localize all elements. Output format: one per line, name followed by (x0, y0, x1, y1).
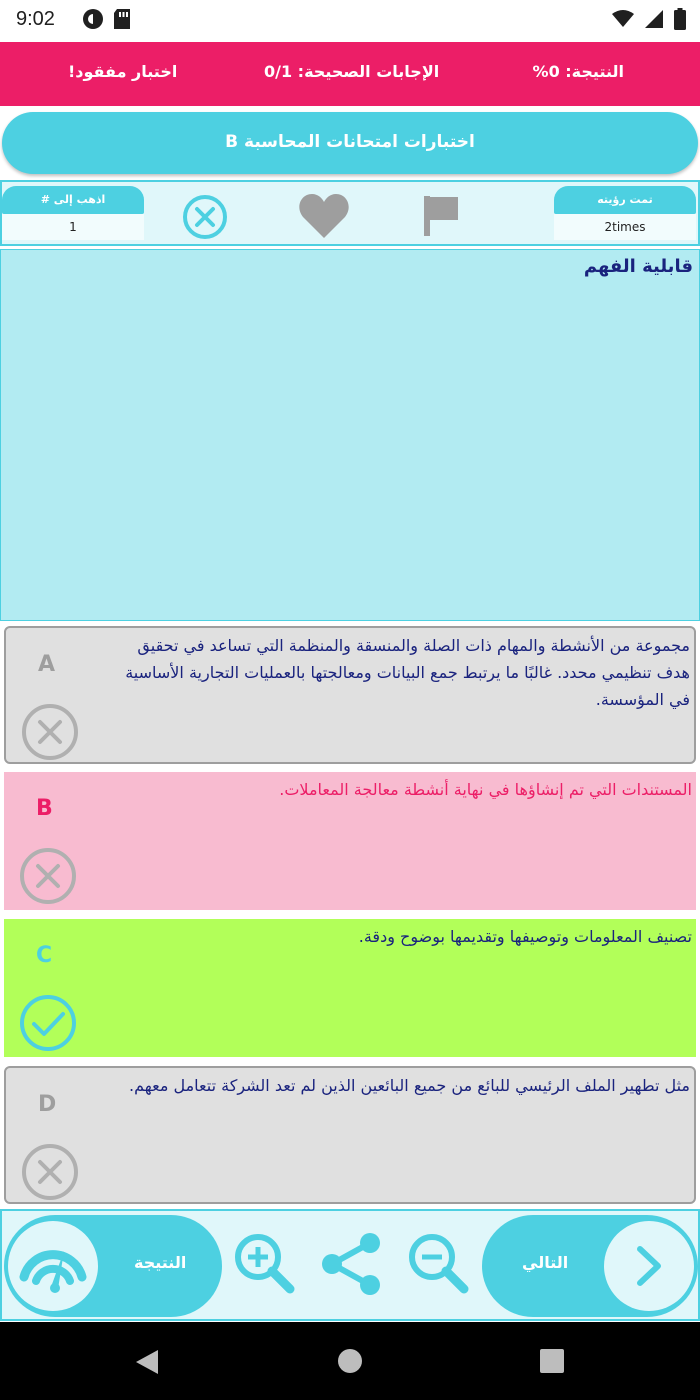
answer-option-a[interactable] (4, 626, 696, 764)
result-label: النتيجة (134, 1253, 187, 1272)
viewed-value: 2times (554, 214, 696, 240)
score-header (0, 42, 700, 106)
close-circle-icon[interactable] (182, 194, 228, 240)
system-navigation-bar (0, 1322, 700, 1400)
lost-test-button[interactable]: اختبار مفقود! (68, 62, 178, 81)
result-button[interactable] (4, 1215, 222, 1317)
home-icon[interactable] (337, 1348, 363, 1374)
viewed-count (554, 186, 696, 242)
zoom-out-icon[interactable] (406, 1231, 470, 1295)
wrong-circle-icon (20, 1142, 80, 1202)
answer-letter: A (38, 652, 56, 677)
correct-answers-label: الإجابات الصحيحة: 0/1 (264, 62, 440, 81)
status-bar (0, 0, 700, 42)
next-arrow-circle (604, 1221, 694, 1311)
sd-card-icon (112, 8, 132, 30)
viewed-label: تمت رؤيته (554, 186, 696, 214)
wrong-circle-icon (20, 702, 80, 762)
answer-option-d[interactable] (4, 1066, 696, 1204)
answer-text: المستندات التي تم إنشاؤها في نهاية أنشطة معالجة المعاملات. (279, 780, 692, 799)
check-circle-icon (18, 993, 78, 1053)
answer-text: مجموعة من الأنشطة والمهام ذات الصلة والمنسقة والمنظمة التي تساعد في تحقيق هدف تنظيمي محدد. غالبًا ما يرتبط جمع البيانات ومعالجتها بالعمليات التجارية الأساسية في المؤسسة. (125, 636, 690, 709)
quiz-title-banner (2, 112, 698, 174)
question-text: قابلية الفهم (583, 256, 693, 277)
go-to-label: اذهب إلى # (2, 186, 144, 214)
status-system-icons (612, 8, 686, 30)
question-panel (0, 249, 700, 621)
flag-icon[interactable] (420, 194, 462, 238)
answer-text: مثل تطهير الملف الرئيسي للبائع من جميع البائعين الذين لم تعد الشركة تتعامل معهم. (128, 1076, 690, 1095)
next-label: التالي (522, 1253, 569, 1272)
answer-letter: C (36, 943, 53, 968)
go-to-input[interactable]: 1 (2, 214, 144, 240)
status-time: 9:02 (16, 8, 55, 30)
speedometer-circle (8, 1221, 98, 1311)
wrong-circle-icon (18, 846, 78, 906)
zoom-in-icon[interactable] (232, 1231, 296, 1295)
bottom-action-bar (0, 1209, 700, 1321)
wifi-icon (612, 10, 634, 28)
answer-text: تصنيف المعلومات وتوصيفها وتقديمها بوضوح ودقة. (358, 927, 692, 946)
score-label: النتيجة: 0% (532, 62, 624, 81)
next-button[interactable] (482, 1215, 698, 1317)
chevron-right-icon (632, 1245, 668, 1287)
back-icon[interactable] (134, 1348, 160, 1376)
pocket-casts-icon (82, 8, 104, 30)
answer-option-c[interactable] (4, 919, 696, 1057)
status-notification-icons (82, 8, 132, 30)
answer-letter: B (36, 796, 53, 821)
share-icon[interactable] (318, 1231, 384, 1297)
recents-icon[interactable] (539, 1348, 565, 1374)
answer-letter: D (38, 1092, 57, 1117)
speedometer-icon (18, 1235, 88, 1297)
go-to-question[interactable] (2, 186, 144, 242)
heart-icon[interactable] (298, 192, 350, 240)
quiz-title: اختبارات امتحانات المحاسبة B (225, 132, 475, 152)
battery-icon (674, 8, 686, 30)
question-toolbar (0, 180, 700, 246)
signal-icon (644, 9, 664, 29)
answer-option-b[interactable] (4, 772, 696, 910)
